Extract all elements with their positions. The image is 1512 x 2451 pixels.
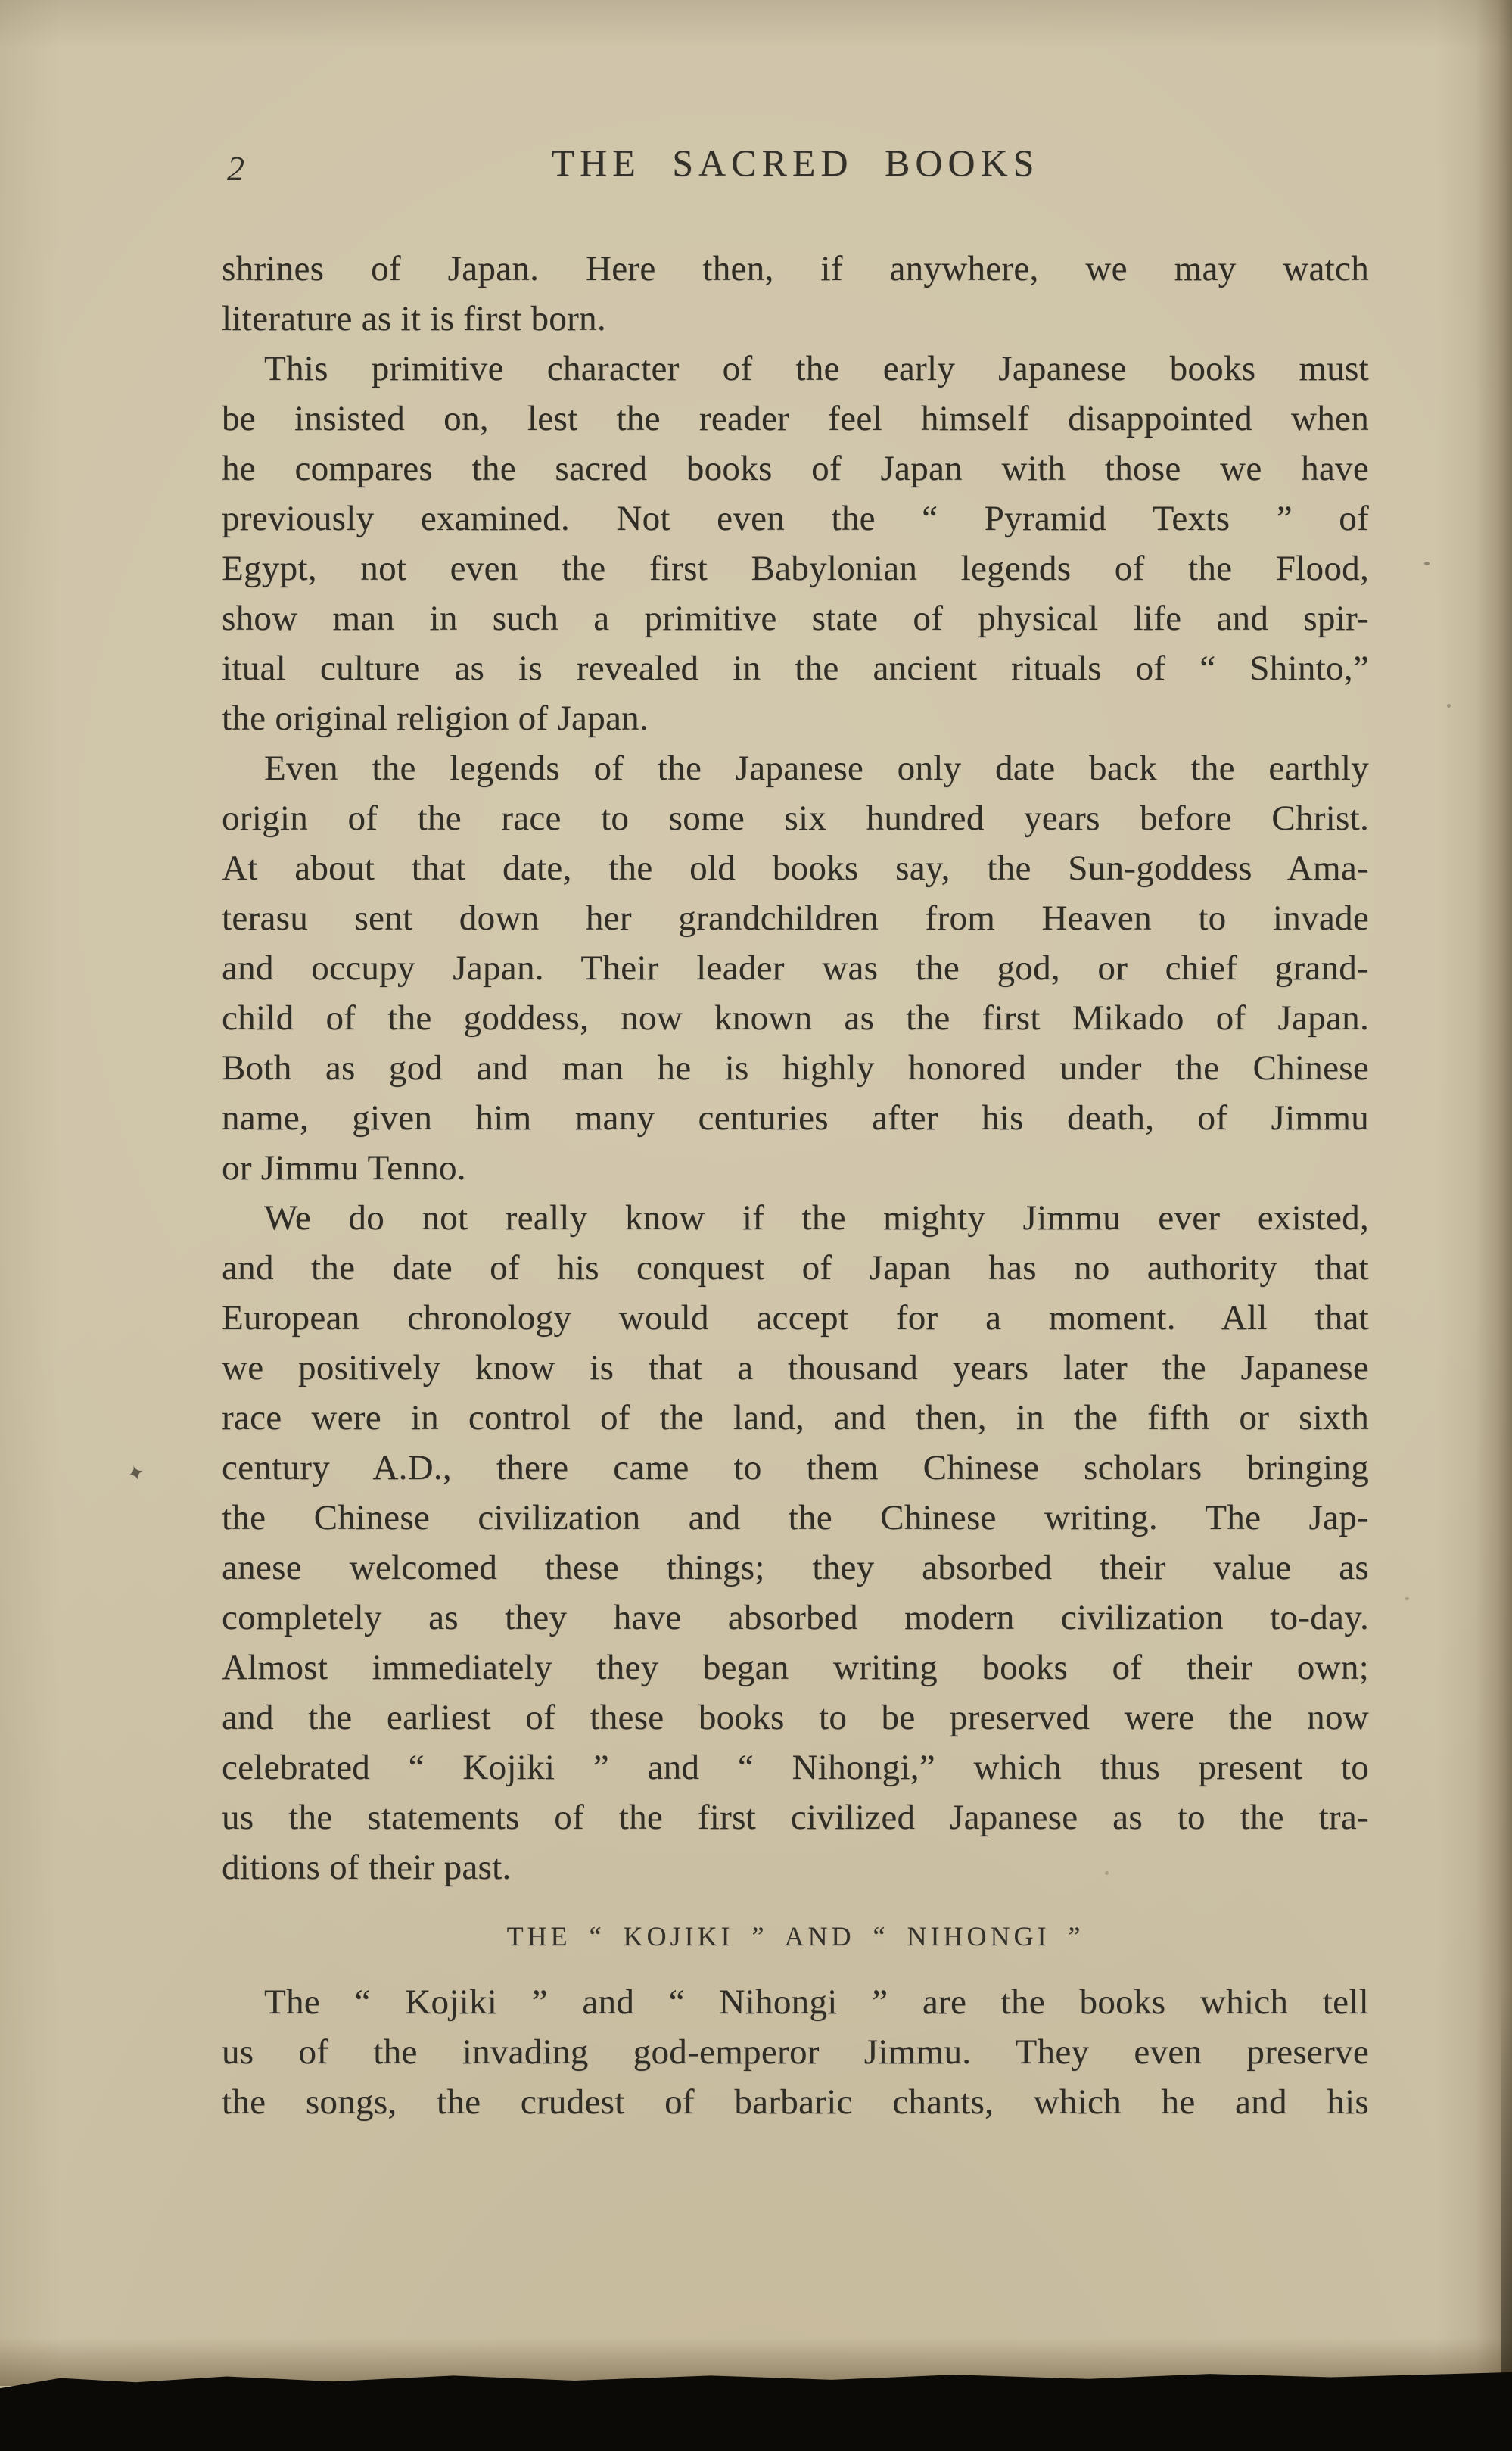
text-line: previously examined. Not even the “ Pyramid Texts ” of	[222, 499, 1369, 538]
text-line: We do not really know if the mighty Jimmu ever existed,	[264, 1198, 1369, 1238]
text-line: Almost immediately they began writing books of their own;	[222, 1648, 1369, 1687]
text-line: celebrated “ Kojiki ” and “ Nihongi,” which thus present to	[222, 1748, 1369, 1787]
text-line: shrines of Japan. Here then, if anywhere, we may watch	[222, 249, 1369, 288]
text-line: name, given him many centuries after his death, of Jimmu	[222, 1098, 1369, 1138]
text-line: we positively know is that a thousand years later the Japanese	[222, 1348, 1369, 1387]
section-heading: THE “ KOJIKI ” AND “ NIHONGI ”	[506, 1921, 1084, 1951]
body-text-column	[222, 244, 1369, 2127]
page-number: 2	[227, 149, 244, 188]
text-line: the original religion of Japan.	[222, 699, 649, 738]
ink-speck	[1405, 1597, 1409, 1600]
text-line: he compares the sacred books of Japan with those we have	[222, 449, 1369, 488]
text-line: us the statements of the first civilized Japanese as to the tra-	[222, 1798, 1369, 1837]
text-line: race were in control of the land, and then, in the fifth or sixth	[222, 1398, 1369, 1437]
text-line: us of the invading god-emperor Jimmu. They even preserve	[222, 2032, 1369, 2072]
text-line: anese welcomed these things; they absorbed their value as	[222, 1548, 1369, 1587]
text-line: literature as it is first born.	[222, 299, 606, 338]
paragraph	[222, 1193, 1369, 1892]
text-line: itual culture as is revealed in the ancient rituals of “ Shinto,”	[222, 649, 1369, 688]
paragraph	[222, 1977, 1369, 2127]
text-line: Even the legends of the Japanese only date back the earthly	[264, 749, 1369, 788]
binding-shadow	[1501, 1989, 1512, 2383]
running-title: THE SACRED BOOKS	[551, 142, 1040, 184]
text-line: show man in such a primitive state of physical life and spir-	[222, 599, 1369, 638]
ink-speck	[1447, 704, 1451, 708]
text-line: or Jimmu Tenno.	[222, 1148, 466, 1188]
text-line: the songs, the crudest of barbaric chants, which he and his	[222, 2082, 1369, 2122]
text-line: terasu sent down her grandchildren from Heaven to invade	[222, 898, 1369, 938]
text-line: the Chinese civilization and the Chinese writing. The Jap-	[222, 1498, 1369, 1537]
text-line: and occupy Japan. Their leader was the god, or chief grand-	[222, 948, 1369, 988]
text-line: origin of the race to some six hundred years before Christ.	[222, 799, 1369, 838]
text-line: European chronology would accept for a moment. All that	[222, 1298, 1369, 1338]
text-line: Both as god and man he is highly honored under the Chinese	[222, 1048, 1369, 1088]
text-line: At about that date, the old books say, the Sun-goddess Ama-	[222, 849, 1369, 888]
text-line: child of the goddess, now known as the first Mikado of Japan.	[222, 998, 1369, 1038]
paragraph	[222, 344, 1369, 743]
ink-speck	[1105, 1871, 1109, 1875]
page-edge-shadow	[1476, 0, 1512, 2451]
text-line: century A.D., there came to them Chinese scholars bringing	[222, 1448, 1369, 1487]
scan-background-band	[0, 2366, 1512, 2451]
text-line: ditions of their past.	[222, 1848, 512, 1887]
text-line: This primitive character of the early Japanese books must	[264, 349, 1369, 388]
paragraph	[222, 244, 1369, 344]
pen-mark-icon: ✦	[123, 1460, 148, 1488]
text-line: and the date of his conquest of Japan has no authority that	[222, 1248, 1369, 1288]
text-line: The “ Kojiki ” and “ Nihongi ” are the books which tell	[264, 1982, 1369, 2022]
paragraph	[222, 743, 1369, 1193]
text-line: Egypt, not even the first Babylonian legends of the Flood,	[222, 549, 1369, 588]
text-line: and the earliest of these books to be preserved were the now	[222, 1698, 1369, 1737]
text-line: be insisted on, lest the reader feel himself disappointed when	[222, 399, 1369, 438]
text-line: completely as they have absorbed modern civilization to-day.	[222, 1598, 1369, 1637]
ink-speck	[1424, 562, 1430, 565]
